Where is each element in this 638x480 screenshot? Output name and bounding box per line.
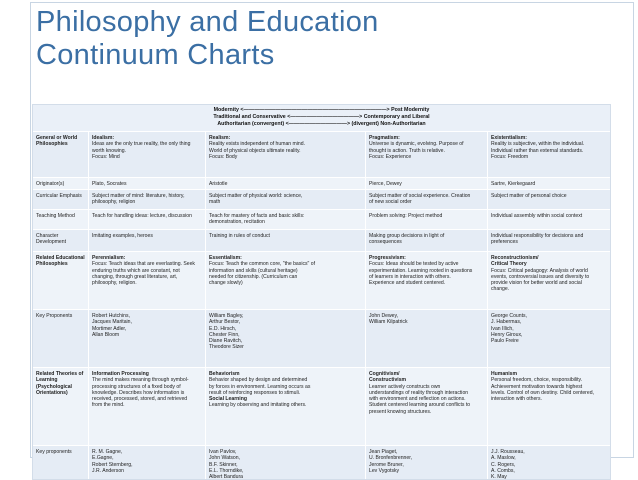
cell-heading: Idealism:	[92, 135, 115, 141]
row-label-text: Development	[36, 239, 67, 246]
cell-text: U. Bronfenbrenner,	[369, 455, 413, 462]
cell-heading: Progressivism:	[369, 255, 406, 261]
table-cell	[488, 310, 610, 367]
table-cell	[206, 178, 366, 189]
cell-text: Mortimer Adler,	[92, 325, 127, 332]
row-label-text: General or World	[36, 135, 78, 141]
cell-text: World of physical objects ultimate reality.	[209, 147, 301, 154]
cell-text: change slowly)	[209, 280, 243, 287]
continuum-line-modernity: Modernity <———————————————————————————> Post Modernity	[213, 107, 430, 113]
table-cell	[206, 132, 366, 177]
table-cell	[488, 446, 610, 480]
cell-text: Behavior shaped by design and determined	[209, 377, 308, 384]
cell-text: philosophy, religion	[92, 199, 136, 206]
row-label-cell	[33, 210, 89, 229]
cell-text: Reality exists independent of human mind.	[209, 141, 305, 148]
table-cell	[366, 210, 488, 229]
cell-text: Teach for mastery of facts and basic skills:	[209, 213, 305, 219]
cell-text: Learning by observing and imitating others.	[209, 402, 307, 409]
cell-text: Subject matter of social experience. Creation	[369, 193, 471, 199]
continuum-table	[32, 104, 611, 480]
cell-text: from the mind.	[92, 402, 125, 409]
table-row	[33, 367, 610, 445]
table-cell	[206, 190, 366, 209]
row-label-text: Orientations)	[36, 389, 68, 396]
cell-text: received, processed, stored, and retrieved	[92, 396, 188, 403]
row-label-text: Philosophies	[36, 261, 68, 268]
table-cell	[89, 230, 206, 251]
cell-text: Ideas are the only true reality, the only thing	[92, 141, 191, 148]
cell-text: events, controversial issues and diversity to	[491, 273, 590, 280]
cell-text: Pierce, Dewey	[369, 181, 402, 187]
table-cell	[206, 446, 366, 480]
table-cell	[89, 368, 206, 445]
title-line-1: Philosophy and Education	[36, 6, 379, 38]
cell-text: changing, through great literature, art,	[92, 273, 178, 280]
cell-text: present knowing structures.	[369, 408, 432, 415]
cell-text: Albert Bandura	[209, 474, 243, 480]
cell-text: William Kilpatrick	[369, 319, 408, 326]
cell-text: Individual responsibility for decisions and	[491, 233, 584, 239]
table-cell	[488, 190, 610, 209]
row-label-cell	[33, 446, 89, 480]
cell-text: Subject matter of mind: literature, history,	[92, 193, 185, 199]
table-cell	[366, 310, 488, 367]
cell-text: Teach for handling ideas: lecture, discussion	[92, 213, 192, 219]
cell-text: George Counts,	[491, 313, 527, 319]
cell-text: Making group decisions in light of	[369, 233, 445, 239]
table-row	[33, 177, 610, 189]
cell-text: Imitating examples, heroes	[92, 233, 153, 239]
cell-text: Theodore Sizer	[209, 344, 244, 351]
cell-text: of new social order	[369, 199, 412, 206]
cell-heading: Cognitivism/	[369, 371, 400, 377]
cell-text: provide vision for better world and social	[491, 280, 582, 287]
table-cell	[488, 210, 610, 229]
table-cell	[206, 230, 366, 251]
cell-heading: Social Learning	[209, 396, 247, 403]
table-row	[33, 251, 610, 309]
cell-text: Jerome Bruner,	[369, 461, 404, 468]
table-cell	[488, 132, 610, 177]
table-cell	[366, 368, 488, 445]
cell-text: Focus: Freedom	[491, 153, 529, 160]
table-cell	[488, 252, 610, 309]
cell-text: Focus: Critical pedagogy: Analysis of world	[491, 267, 588, 274]
cell-heading: Information Processing	[92, 371, 149, 377]
row-label-text: Philosophies	[36, 141, 68, 148]
title-line-2: Continuum Charts	[36, 39, 275, 71]
cell-text: Diane Ravitch,	[209, 338, 243, 345]
cell-text: Plato, Socrates	[92, 181, 127, 187]
cell-text: K. May	[491, 474, 507, 480]
cell-text: Lev Vygotsky	[369, 467, 400, 474]
cell-text: A. Maslow,	[491, 455, 516, 462]
row-label-cell	[33, 132, 89, 177]
cell-heading: Behaviorism	[209, 371, 240, 377]
cell-text: by forces in environment. Learning occurs as	[209, 383, 311, 390]
cell-text: Robert Hutchins,	[92, 313, 130, 319]
cell-text: Jacques Maritain,	[92, 319, 132, 326]
cell-heading: Existentialism:	[491, 135, 527, 141]
table-cell	[366, 230, 488, 251]
table-cell	[366, 190, 488, 209]
table-row	[33, 229, 610, 251]
cell-text: Subject matter of physical world: science,	[209, 193, 303, 199]
cell-text: J.R. Anderson	[92, 467, 124, 474]
cell-text: Allan Bloom	[92, 331, 120, 338]
table-row	[33, 209, 610, 229]
cell-text: Student centered learning around conflicts to	[369, 402, 471, 409]
cell-text: worth knowing.	[92, 147, 126, 154]
cell-text: knowledge. Describes how information is	[92, 389, 185, 396]
cell-text: Focus: Teach the common core, "the basics" of	[209, 261, 316, 268]
cell-text: Focus: Teach ideas that are everlasting. Seek	[92, 261, 195, 268]
cell-text: Arthur Bestor,	[209, 319, 241, 326]
table-cell	[488, 178, 610, 189]
table-grid	[33, 131, 610, 480]
cell-text: Focus: Body	[209, 153, 238, 160]
table-cell	[206, 252, 366, 309]
cell-text: Chester Finn,	[209, 331, 240, 338]
cell-text: Aristotle	[209, 181, 228, 187]
cell-text: Achievement motivation towards highest	[491, 383, 583, 390]
cell-text: Henry Giroux,	[491, 331, 523, 338]
row-label-cell	[33, 230, 89, 251]
cell-text: Focus: Experience	[369, 153, 412, 160]
row-label-cell	[33, 190, 89, 209]
cell-heading: Critical Theory	[491, 261, 527, 268]
cell-text: demonstration, recitation	[209, 219, 265, 226]
cell-text: Robert Sternberg,	[92, 461, 133, 468]
row-label-text: Character	[36, 233, 59, 239]
cell-text: John Dewey,	[369, 313, 399, 319]
table-cell	[206, 368, 366, 445]
cell-text: E.L. Thorndike,	[209, 467, 244, 474]
cell-text: Paulo Freire	[491, 338, 519, 345]
cell-text: information and skills (cultural heritage)	[209, 267, 298, 274]
slide-title	[36, 6, 596, 72]
table-cell	[488, 230, 610, 251]
cell-text: C. Rogers,	[491, 461, 516, 468]
cell-text: A. Combs,	[491, 467, 515, 474]
row-label-text: Key proponents	[36, 449, 72, 455]
cell-text: B.F. Skinner,	[209, 461, 238, 468]
table-cell	[366, 446, 488, 480]
cell-text: Focus: Mind	[92, 153, 120, 160]
table-cell	[366, 178, 488, 189]
cell-text: John Watson,	[209, 455, 240, 462]
cell-text: Experience and student centered.	[369, 280, 446, 287]
row-label-text: Key Proponents	[36, 313, 73, 319]
cell-text: preferences	[491, 239, 518, 246]
cell-text: result of reinforcing responses to stimuli.	[209, 389, 301, 396]
table-row	[33, 309, 610, 367]
cell-text: Ivan Illich,	[491, 325, 514, 332]
cell-text: of learners in interaction with others.	[369, 273, 451, 280]
cell-text: Jean Piaget,	[369, 449, 398, 455]
cell-text: Sartre, Kierkegaard	[491, 181, 536, 187]
table-cell	[89, 446, 206, 480]
cell-text: E.D. Hirsch,	[209, 325, 237, 332]
table-cell	[206, 210, 366, 229]
continuum-line-traditional: Traditional and Conservative <—————————————> Contemporary and Liberal	[213, 114, 430, 120]
cell-text: Subject matter of personal choice	[491, 193, 567, 199]
cell-heading: Realism:	[209, 135, 231, 141]
cell-text: experimentation. Learning rooted in questions	[369, 267, 473, 274]
table-row	[33, 189, 610, 209]
row-label-cell	[33, 368, 89, 445]
cell-text: J. Habermas,	[491, 319, 522, 326]
cell-text: with environment and reflection on actions.	[369, 396, 466, 403]
cell-text: Ivan Pavlov,	[209, 449, 237, 455]
cell-text: Learner actively constructs own	[369, 383, 441, 390]
cell-text: The mind makes meaning through symbol-	[92, 377, 189, 384]
cell-text: interaction with others.	[491, 396, 542, 403]
table-cell	[89, 190, 206, 209]
cell-heading: Essentialism:	[209, 255, 242, 261]
row-label-text: Originator(s)	[36, 181, 65, 187]
cell-text: Universe is dynamic, evolving. Purpose of	[369, 141, 464, 148]
table-row	[33, 445, 610, 480]
table-cell	[89, 178, 206, 189]
cell-text: Personal freedom, choice, responsibility.	[491, 377, 583, 384]
cell-text: Individual rather than external standards.	[491, 147, 584, 154]
row-label-text: Teaching Method	[36, 213, 75, 219]
cell-text: Training in rules of conduct	[209, 233, 270, 239]
cell-text: processing structures of a fixed body of	[92, 383, 181, 390]
cell-heading: Constructivism	[369, 377, 407, 384]
table-cell	[89, 210, 206, 229]
row-label-text: Related Educational	[36, 255, 85, 261]
row-label-text: Curricular Emphasis	[36, 193, 82, 199]
cell-text: Reality is subjective, within the individual.	[491, 141, 585, 148]
row-label-cell	[33, 310, 89, 367]
cell-text: thought is action. Truth is relative.	[369, 147, 445, 154]
cell-text: E.Gagne,	[92, 455, 114, 462]
cell-heading: Reconstructionism/	[491, 255, 539, 261]
cell-text: change.	[491, 286, 510, 293]
table-row	[33, 131, 610, 177]
table-cell	[206, 310, 366, 367]
cell-text: Problem solving: Project method	[369, 213, 443, 219]
cell-heading: Pragmatism:	[369, 135, 400, 141]
continuum-line-authoritarian: Authoritarian (convergent) <———————————> (divergent) Non-Authoritarian	[217, 121, 426, 127]
row-label-text: Related Theories of	[36, 371, 84, 377]
table-cell	[488, 368, 610, 445]
row-label-text: Learning	[36, 377, 58, 384]
cell-heading: Humanism	[491, 371, 518, 377]
cell-text: math	[209, 199, 221, 206]
table-cell	[89, 310, 206, 367]
cell-text: William Bagley,	[209, 313, 244, 319]
row-label-cell	[33, 178, 89, 189]
table-cell	[366, 252, 488, 309]
cell-text: enduring truths which are constant, not	[92, 267, 180, 274]
cell-text: understandings of reality through interaction	[369, 389, 469, 396]
table-cell	[89, 132, 206, 177]
cell-text: levels. Control of own destiny. Child centered,	[491, 389, 594, 396]
row-label-text: (Psychological	[36, 383, 72, 390]
cell-text: philosophy, religion.	[92, 280, 137, 287]
row-label-cell	[33, 252, 89, 309]
cell-text: Individual assembly within social context	[491, 213, 583, 219]
continuum-header	[33, 105, 610, 129]
cell-heading: Perennialism:	[92, 255, 126, 261]
cell-text: R. M. Gagne,	[92, 449, 123, 455]
table-cell	[366, 132, 488, 177]
cell-text: J.J. Rousseau,	[491, 449, 525, 455]
cell-text: Focus: Ideas should be tested by active	[369, 261, 459, 268]
cell-text: consequences	[369, 239, 402, 246]
table-cell	[89, 252, 206, 309]
cell-text: needed for citizenship. (Curriculum can	[209, 273, 298, 280]
